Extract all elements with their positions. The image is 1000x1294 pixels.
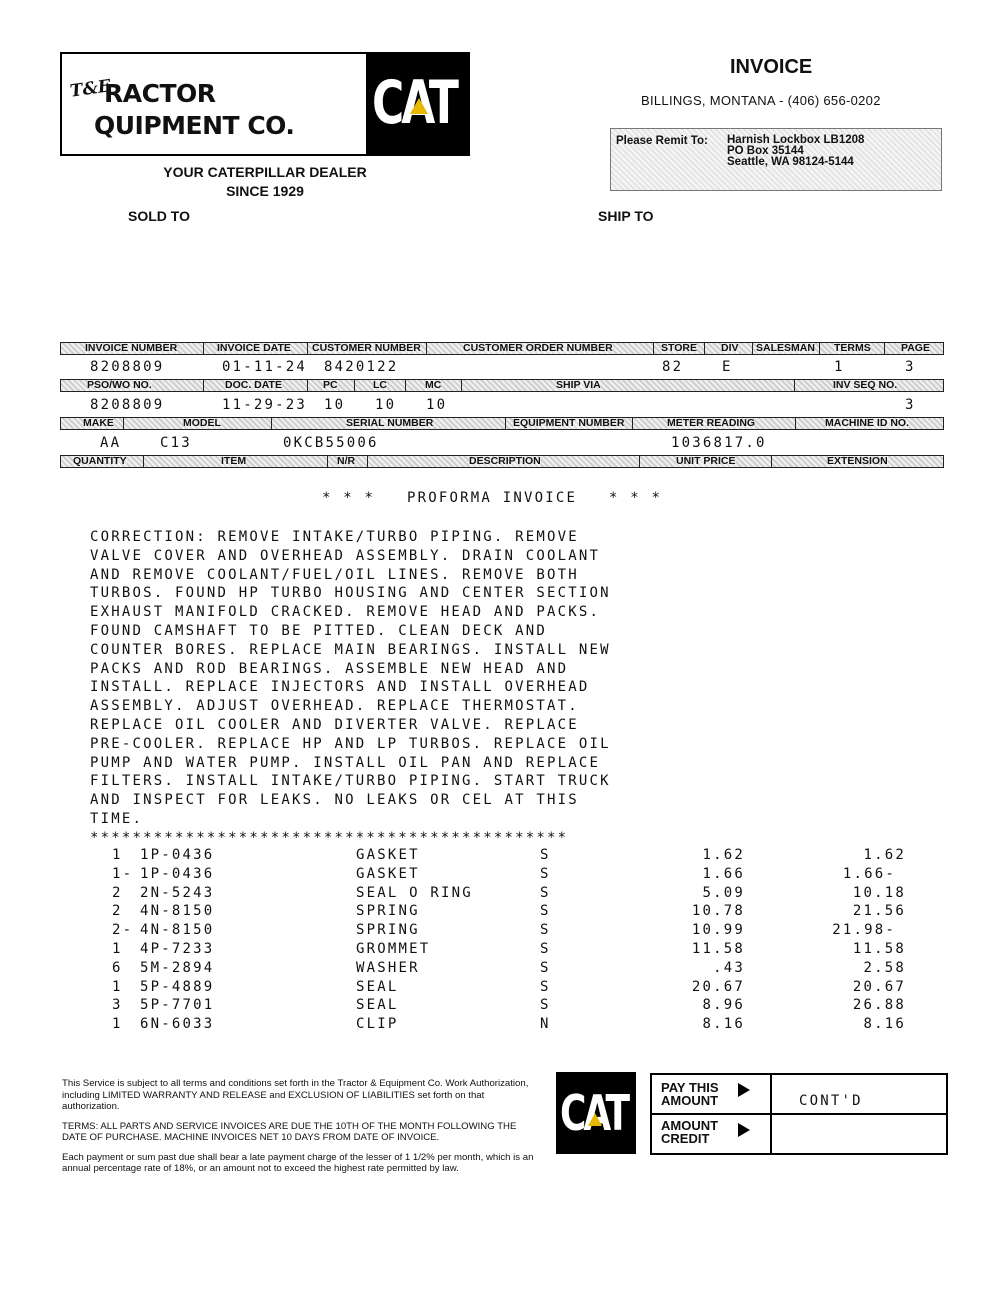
dealer-line-2: SINCE 1929 (226, 183, 304, 199)
item-part-number: 1P-0436 (140, 865, 215, 882)
pay-arrow-icon (738, 1083, 750, 1097)
invoice-title: INVOICE (730, 56, 813, 78)
pc-value: 10 (324, 397, 346, 413)
header-row-items (60, 455, 944, 468)
header-row-invoice (60, 342, 944, 355)
hdr-extension: EXTENSION (827, 455, 888, 467)
hdr-pso-wo: PSO/WO NO. (87, 379, 152, 391)
invoice-number: 8208809 (90, 359, 165, 375)
correction-line: PRE-COOLER. REPLACE HP AND LP TURBOS. REPLACE OIL (90, 735, 611, 752)
credit-label-line-2: CREDIT (661, 1131, 710, 1146)
item-extension: 1.66- (842, 865, 896, 882)
item-qty: 1 (112, 941, 123, 957)
item-nr-code: S (540, 847, 551, 863)
correction-line: PUMP AND WATER PUMP. INSTALL OIL PAN AND REPLACE (90, 754, 601, 771)
item-unit-price: 8.96 (702, 997, 745, 1014)
correction-line: AND INSPECT FOR LEAKS. NO LEAKS OR CEL AT THIS (90, 792, 579, 809)
table-row (0, 979, 1000, 998)
footer-cat-logo (556, 1072, 636, 1154)
correction-line: EXHAUST MANIFOLD CRACKED. REMOVE HEAD AND PACKS. (90, 604, 601, 621)
item-description: GASKET (356, 865, 420, 882)
item-extension: 21.98- (832, 922, 896, 939)
table-row (0, 997, 1000, 1016)
correction-line: PACKS AND ROD BEARINGS. ASSEMBLE NEW HEAD AND (90, 660, 569, 677)
item-qty: 1 (112, 978, 123, 995)
item-extension: 10.18 (852, 884, 906, 901)
terms-paragraph-2: TERMS: ALL PARTS AND SERVICE INVOICES ARE DUE THE 10TH OF THE MONTH FOLLOWING THE DATE OF PURCHASE. MACHINE INVOICES NET 10 DAYS FROM DATE OF INVOICE. (62, 1120, 517, 1143)
model: C13 (160, 435, 192, 451)
item-description: GASKET (356, 847, 420, 863)
item-qty: 1 (112, 1016, 123, 1033)
doc-date: 11-29-23 (222, 397, 308, 413)
item-part-number: 4N-8150 (140, 903, 215, 920)
hdr-item: ITEM (221, 455, 247, 467)
hdr-invoice-number: INVOICE NUMBER (85, 342, 178, 354)
remit-address (727, 135, 864, 168)
item-qty: 3 (112, 997, 123, 1014)
item-description: SPRING (356, 903, 420, 920)
correction-line: AND REMOVE COOLANT/FUEL/OIL LINES. REMOVE BOTH (90, 566, 579, 583)
serial-number: 0KCB55006 (283, 435, 379, 451)
dealer-line-1: YOUR CATERPILLAR DEALER (163, 164, 367, 180)
correction-line: ASSEMBLY. ADJUST OVERHEAD. REPLACE THERMOSTAT. (90, 698, 579, 715)
city-phone: BILLINGS, MONTANA - (406) 656-0202 (641, 93, 881, 108)
div-code: E (722, 359, 733, 375)
item-part-number: 6N-6033 (140, 1016, 215, 1033)
table-row (0, 922, 1000, 941)
item-nr-code: S (540, 941, 551, 957)
item-description: WASHER (356, 959, 420, 976)
remit-line-1: Harnish Lockbox LB1208 (727, 134, 865, 146)
table-row (0, 960, 1000, 979)
credit-arrow-icon (738, 1123, 750, 1137)
item-extension: 8.16 (863, 1016, 906, 1033)
hdr-meter-reading: METER READING (667, 417, 756, 429)
item-part-number: 1P-0436 (140, 847, 215, 863)
item-nr-code: S (540, 903, 551, 920)
company-name-line1: RACTOR (104, 79, 216, 108)
item-unit-price: 11.58 (691, 941, 745, 957)
item-description: SEAL (356, 978, 399, 995)
hdr-customer-number: CUSTOMER NUMBER (312, 342, 421, 354)
item-description: SEAL O RING (356, 884, 473, 901)
remit-line-3: Seattle, WA 98124-5144 (727, 156, 854, 168)
hdr-description: DESCRIPTION (469, 455, 541, 467)
pay-amount-value: CONT'D (799, 1093, 863, 1109)
amount-credit-label (661, 1119, 718, 1145)
item-qty: 1 (112, 847, 123, 863)
item-nr-code: S (540, 865, 551, 882)
company-initials-text: T&E (68, 76, 113, 102)
item-part-number: 5M-2894 (140, 959, 215, 976)
correction-line: COUNTER BORES. REPLACE MAIN BEARINGS. INSTALL NEW (90, 641, 611, 658)
hdr-lc: LC (373, 379, 387, 391)
table-row (0, 1016, 1000, 1035)
item-description: GROMMET (356, 941, 431, 957)
credit-label-line-1: AMOUNT (661, 1118, 719, 1133)
page-number: 3 (905, 359, 916, 375)
hdr-nr: N/R (337, 455, 356, 467)
item-nr-code: S (540, 978, 551, 995)
company-logo-box (60, 52, 470, 156)
item-part-number: 4P-7233 (140, 941, 215, 957)
pay-this-amount-label (661, 1081, 719, 1107)
meter-reading: 1036817.0 (671, 435, 767, 451)
hdr-customer-order: CUSTOMER ORDER NUMBER (463, 342, 613, 354)
item-extension: 2.58 (863, 959, 906, 976)
header-row-equipment (60, 417, 944, 430)
hdr-ship-via: SHIP VIA (556, 379, 601, 391)
item-unit-price: 20.67 (691, 978, 745, 995)
dealer-tagline (155, 163, 375, 201)
item-extension: 20.67 (852, 978, 906, 995)
footer-cat-logo-text: CAT (560, 1086, 628, 1143)
table-row (0, 847, 1000, 866)
correction-line: REPLACE OIL COOLER AND DIVERTER VALVE. REPLACE (90, 716, 579, 733)
pay-label-line-2: AMOUNT (661, 1093, 719, 1108)
item-nr-code: S (540, 997, 551, 1014)
cat-logo (366, 54, 468, 154)
hdr-make: MAKE (83, 417, 114, 429)
hdr-salesman: SALESMAN (756, 342, 815, 354)
item-extension: 26.88 (852, 997, 906, 1014)
cat-logo-text: CAT (372, 69, 456, 138)
hdr-machine-id: MACHINE ID NO. (825, 417, 909, 429)
correction-line: CORRECTION: REMOVE INTAKE/TURBO PIPING. REMOVE (90, 529, 579, 545)
hdr-inv-seq: INV SEQ NO. (833, 379, 898, 391)
item-description: CLIP (356, 1016, 399, 1033)
store: 82 (662, 359, 684, 375)
item-unit-price: .43 (713, 959, 745, 976)
terms-text (62, 1078, 538, 1183)
item-part-number: 5P-4889 (140, 978, 215, 995)
table-row (0, 866, 1000, 885)
lc-value: 10 (375, 397, 397, 413)
correction-line: VALVE COVER AND OVERHEAD ASSEMBLY. DRAIN COOLANT (90, 547, 601, 564)
remit-label: Please Remit To: (616, 135, 708, 147)
correction-line: TIME. (90, 810, 144, 827)
terms: 1 (834, 359, 845, 375)
item-unit-price: 10.99 (691, 922, 745, 939)
item-extension: 1.62 (863, 847, 906, 863)
mc-value: 10 (426, 397, 448, 413)
item-part-number: 5P-7701 (140, 997, 215, 1014)
invoice-date: 01-11-24 (222, 359, 308, 375)
item-part-number: 4N-8150 (140, 922, 215, 939)
cat-triangle-icon (410, 98, 428, 114)
footer-cat-triangle-icon (588, 1113, 602, 1126)
item-unit-price: 1.66 (702, 865, 745, 882)
header-row-pso (60, 379, 944, 392)
hdr-page: PAGE (901, 342, 930, 354)
hdr-unit-price: UNIT PRICE (676, 455, 736, 467)
item-nr-code: N (540, 1016, 551, 1033)
item-qty: 2- (112, 922, 134, 939)
remit-box (610, 128, 942, 191)
table-row (0, 885, 1000, 904)
correction-line: INSTALL. REPLACE INJECTORS AND INSTALL OVERHEAD (90, 679, 590, 696)
line-items (0, 847, 1000, 1037)
item-nr-code: S (540, 922, 551, 939)
payment-box (650, 1073, 948, 1155)
item-qty: 1- (112, 865, 134, 882)
inv-seq-number: 3 (905, 397, 916, 413)
terms-paragraph-3: Each payment or sum past due shall bear a late payment charge of the lesser of 1 1/2% per month, which is an annual percentage rate of 18%, or an amount not to exceed the highest rate permitted by law. (62, 1151, 534, 1174)
item-qty: 2 (112, 903, 123, 920)
pay-label-line-1: PAY THIS (661, 1080, 719, 1095)
terms-paragraph-1: This Service is subject to all terms and conditions set forth in the Tractor & Equipment Co. Work Authorization, including LIMITED WARRANTY AND RELEASE and EXCLUSION OF LIABILITIES set forth on that authorization. (62, 1078, 529, 1112)
hdr-div: DIV (721, 342, 739, 354)
hdr-model: MODEL (183, 417, 221, 429)
hdr-store: STORE (661, 342, 697, 354)
hdr-invoice-date: INVOICE DATE (217, 342, 291, 354)
hdr-mc: MC (425, 379, 442, 391)
company-initials (68, 74, 113, 104)
hdr-quantity: QUANTITY (73, 455, 127, 467)
correction-line: FILTERS. INSTALL INTAKE/TURBO PIPING. START TRUCK (90, 773, 611, 790)
correction-line: FOUND CAMSHAFT TO BE PITTED. CLEAN DECK AND (90, 622, 548, 639)
correction-notes (90, 528, 611, 848)
ship-to-label: SHIP TO (598, 208, 654, 224)
proforma-heading: * * * PROFORMA INVOICE * * * (322, 490, 663, 506)
customer-number: 8420122 (324, 359, 399, 375)
item-extension: 11.58 (852, 941, 906, 957)
item-part-number: 2N-5243 (140, 884, 215, 901)
item-unit-price: 8.16 (702, 1016, 745, 1033)
sold-to-label: SOLD TO (128, 208, 190, 224)
item-description: SPRING (356, 922, 420, 939)
item-description: SEAL (356, 997, 399, 1014)
hdr-terms: TERMS (834, 342, 871, 354)
table-row (0, 941, 1000, 960)
item-qty: 6 (112, 959, 123, 976)
table-row (0, 903, 1000, 922)
item-nr-code: S (540, 884, 551, 901)
hdr-doc-date: DOC. DATE (225, 379, 282, 391)
item-extension: 21.56 (852, 903, 906, 920)
item-qty: 2 (112, 884, 123, 901)
company-name-line2: QUIPMENT CO. (94, 111, 295, 140)
hdr-pc: PC (323, 379, 338, 391)
hdr-equipment-number: EQUIPMENT NUMBER (513, 417, 625, 429)
item-unit-price: 10.78 (691, 903, 745, 920)
remit-line-2: PO Box 35144 (727, 145, 804, 157)
pso-wo-number: 8208809 (90, 397, 165, 413)
item-unit-price: 1.62 (702, 847, 745, 863)
item-unit-price: 5.09 (702, 884, 745, 901)
correction-line: TURBOS. FOUND HP TURBO HOUSING AND CENTER SECTION (90, 585, 611, 602)
item-nr-code: S (540, 959, 551, 976)
make: AA (100, 435, 122, 451)
hdr-serial-number: SERIAL NUMBER (346, 417, 434, 429)
correction-line: ********************************************* (90, 829, 569, 846)
